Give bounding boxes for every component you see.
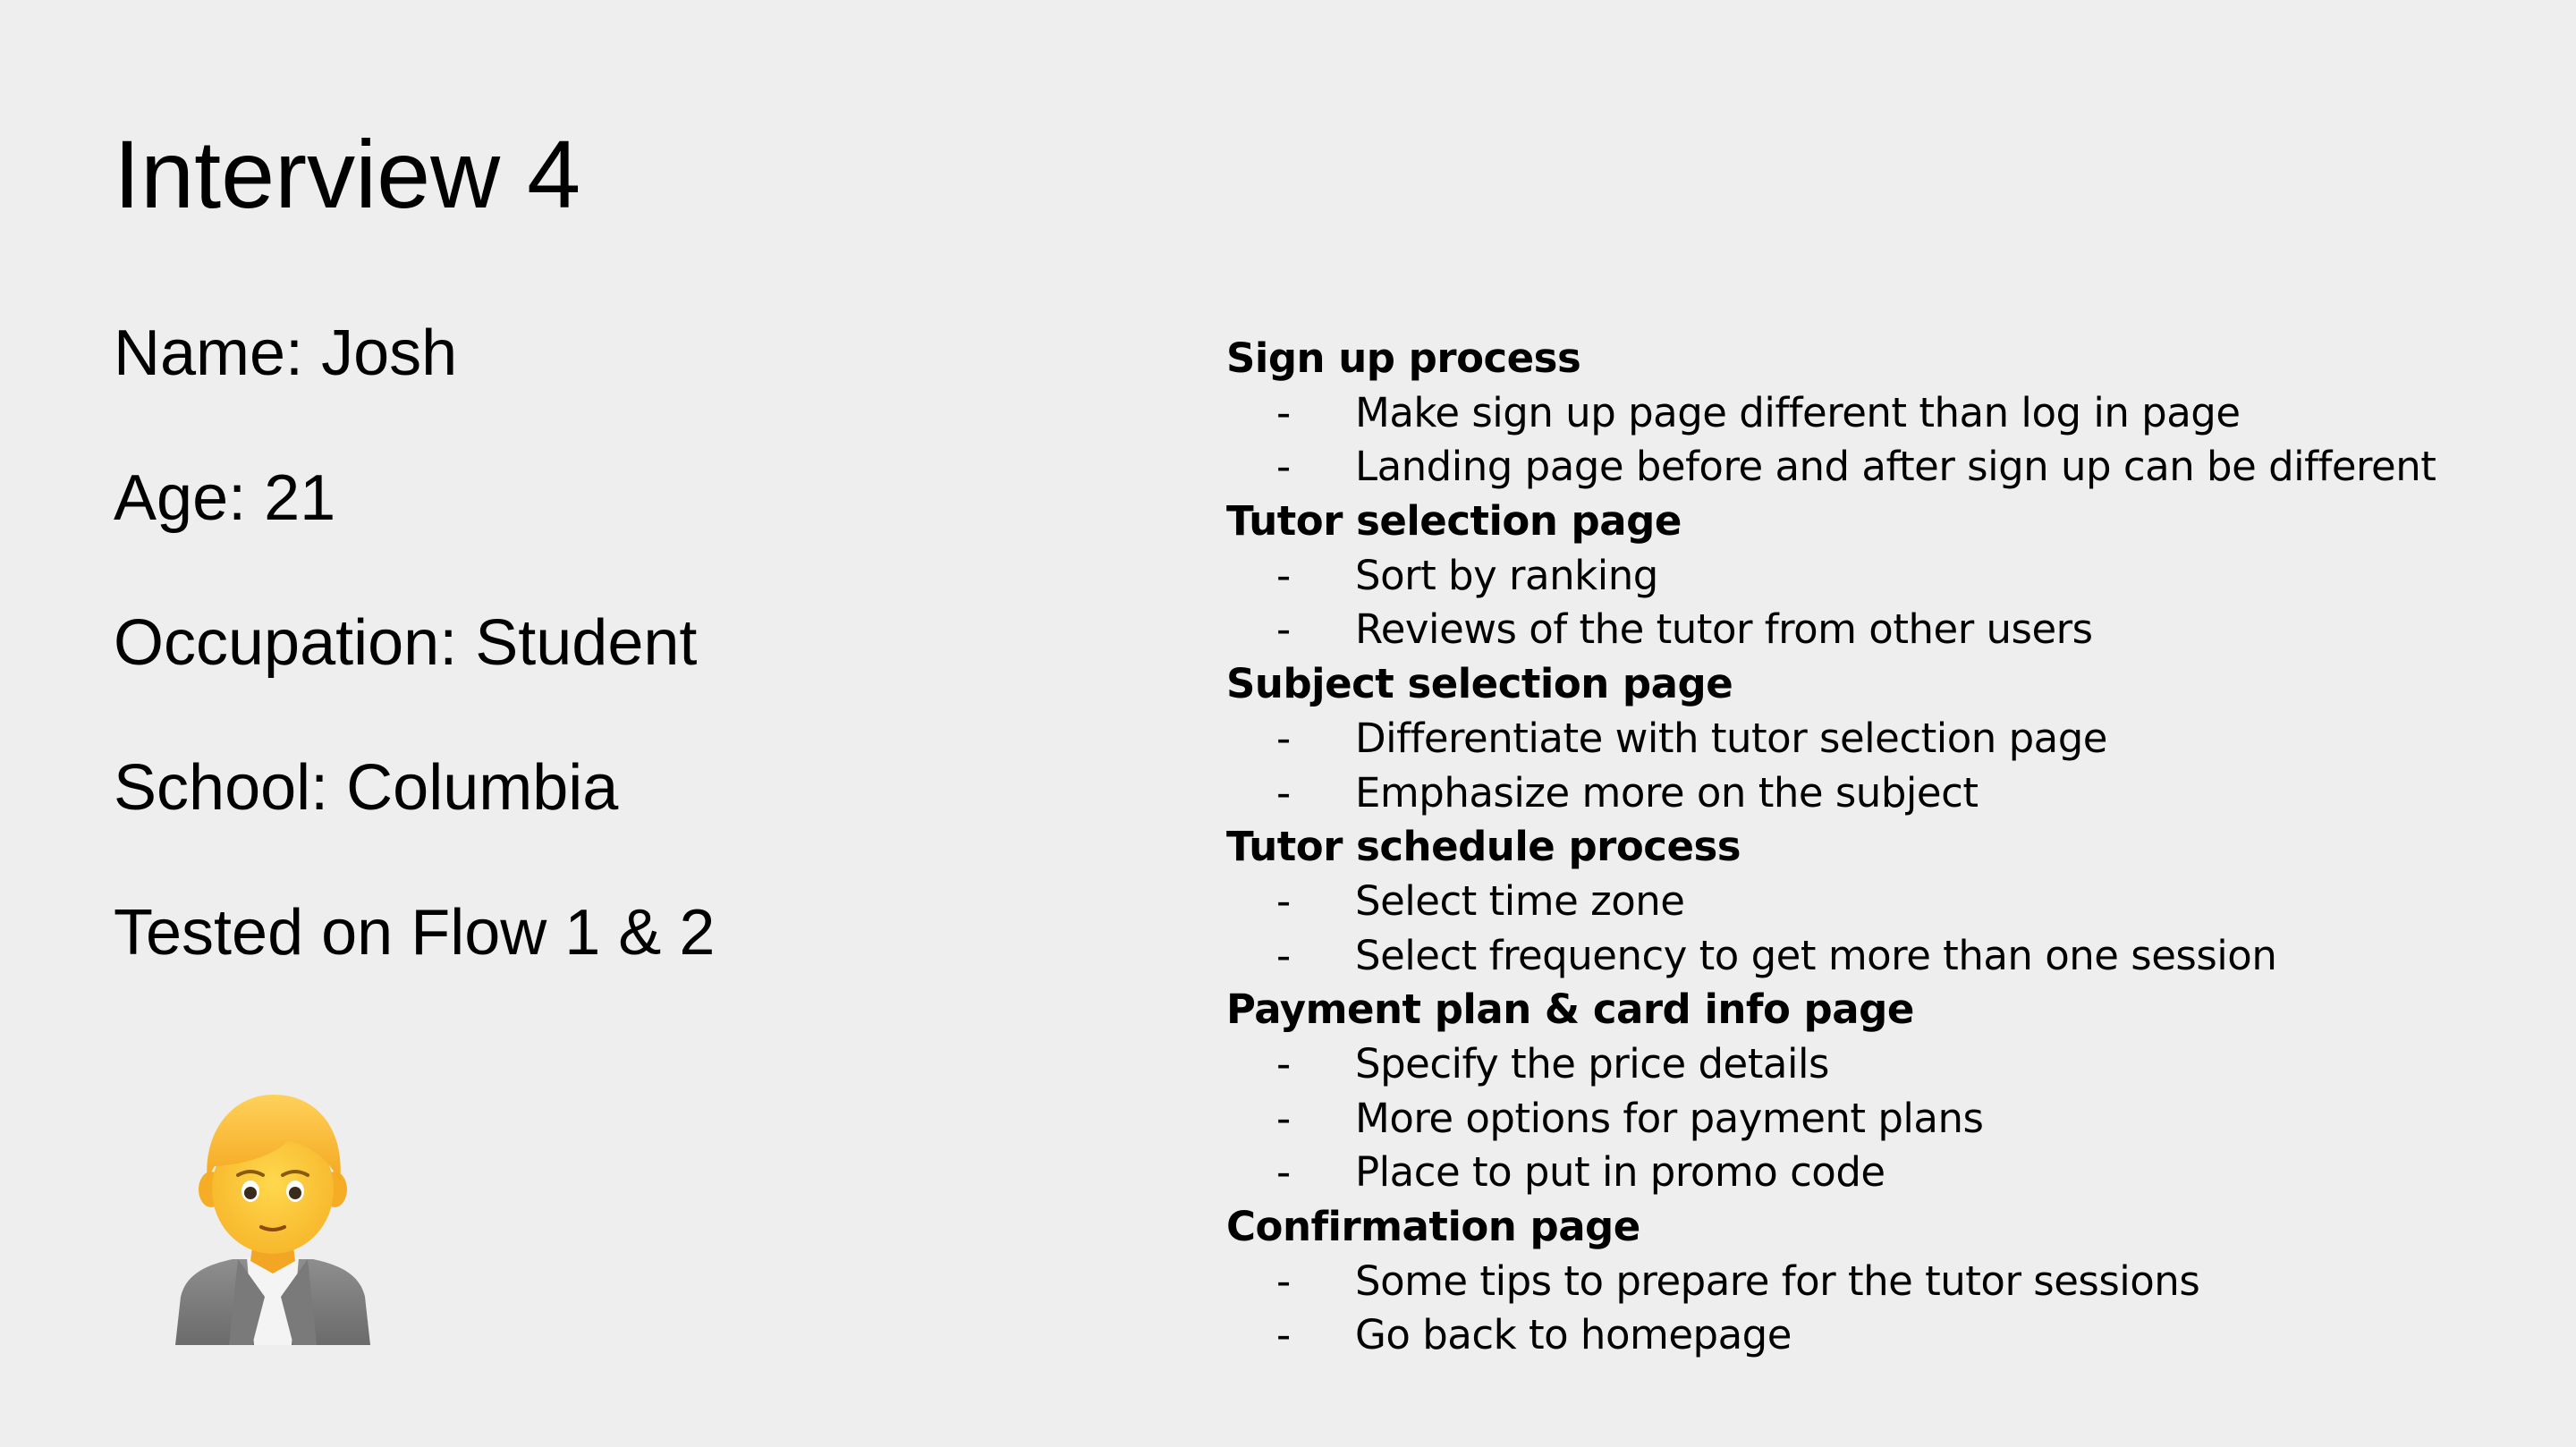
profile-occupation: Occupation: Student bbox=[114, 607, 698, 679]
profile-tested-flows: Tested on Flow 1 & 2 bbox=[114, 897, 716, 969]
list-item-text: Specify the price details bbox=[1355, 1039, 1829, 1087]
list-item bbox=[1226, 603, 2532, 657]
bullet-dash: - bbox=[1276, 1311, 1291, 1359]
section-heading: Sign up process bbox=[1226, 334, 1581, 382]
list-item bbox=[1226, 386, 2532, 441]
list-item-text: Landing page before and after sign up can be different bbox=[1355, 443, 2436, 491]
bullet-dash: - bbox=[1276, 1094, 1291, 1142]
section-heading: Subject selection page bbox=[1226, 660, 1733, 708]
list-item-text: Some tips to prepare for the tutor sessions bbox=[1355, 1257, 2200, 1305]
list-item bbox=[1226, 1146, 2532, 1200]
list-item bbox=[1226, 766, 2532, 821]
profile-name: Name: Josh bbox=[114, 317, 458, 389]
list-item bbox=[1226, 1092, 2532, 1147]
bullet-dash: - bbox=[1276, 1257, 1291, 1305]
list-item bbox=[1226, 712, 2532, 766]
list-item-text: Reviews of the tutor from other users bbox=[1355, 605, 2093, 654]
section-heading: Tutor selection page bbox=[1226, 497, 1682, 546]
list-item bbox=[1226, 1308, 2532, 1363]
list-item-text: Make sign up page different than log in page bbox=[1355, 388, 2241, 436]
profile-age: Age: 21 bbox=[114, 462, 336, 534]
list-item bbox=[1226, 440, 2532, 495]
bullet-dash: - bbox=[1276, 931, 1291, 979]
list-item-text: Sort by ranking bbox=[1355, 551, 1658, 599]
bullet-dash: - bbox=[1276, 876, 1291, 925]
bullet-dash: - bbox=[1276, 714, 1291, 762]
list-item-text: Go back to homepage bbox=[1355, 1311, 1792, 1359]
list-item-text: More options for payment plans bbox=[1355, 1094, 1984, 1142]
list-item bbox=[1226, 875, 2532, 929]
bullet-dash: - bbox=[1276, 443, 1291, 491]
profile-school: School: Columbia bbox=[114, 752, 619, 824]
bullet-dash: - bbox=[1276, 605, 1291, 654]
feedback-notes bbox=[1226, 332, 2532, 1363]
bullet-dash: - bbox=[1276, 768, 1291, 817]
section-heading: Tutor schedule process bbox=[1226, 823, 1741, 871]
section-heading: Confirmation page bbox=[1226, 1203, 1640, 1250]
list-item-text: Place to put in promo code bbox=[1355, 1148, 1885, 1197]
bullet-dash: - bbox=[1276, 551, 1291, 599]
list-item-text: Select frequency to get more than one session bbox=[1355, 931, 2277, 979]
list-item bbox=[1226, 549, 2532, 604]
person-emoji-icon bbox=[175, 1089, 370, 1345]
list-item-text: Select time zone bbox=[1355, 876, 1685, 925]
bullet-dash: - bbox=[1276, 388, 1291, 436]
list-item bbox=[1226, 1255, 2532, 1309]
list-item bbox=[1226, 1037, 2532, 1092]
list-item-text: Differentiate with tutor selection page bbox=[1355, 714, 2107, 762]
list-item-text: Emphasize more on the subject bbox=[1355, 768, 1979, 817]
bullet-dash: - bbox=[1276, 1148, 1291, 1197]
bullet-dash: - bbox=[1276, 1039, 1291, 1087]
list-item bbox=[1226, 929, 2532, 984]
interviewee-profile bbox=[114, 315, 715, 1039]
slide-title: Interview 4 bbox=[114, 120, 581, 228]
section-heading: Payment plan & card info page bbox=[1226, 986, 1914, 1034]
